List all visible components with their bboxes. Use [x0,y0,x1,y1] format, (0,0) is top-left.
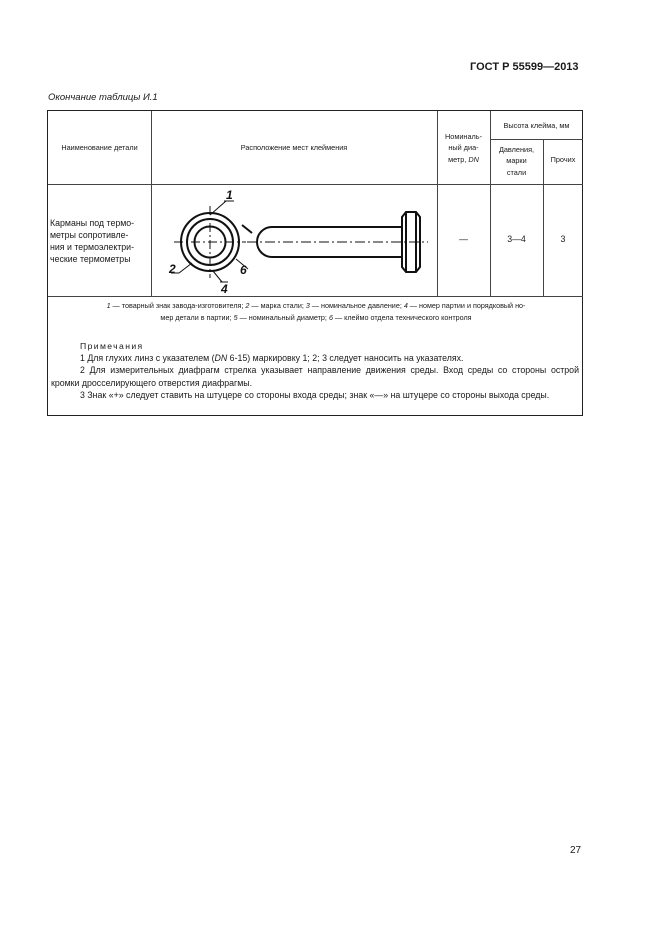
header-other: Прочих [550,155,576,164]
table-caption: Окончание таблицы И.1 [48,92,158,103]
header-stamp-height: Высота клейма, мм [503,121,570,130]
drawing-legend: 1 — товарный знак завода-изготовителя; 2 — марка стали; 3 — номинальное давление; 4 — номер партии и порядковый но- мер детали в партии; 5 — номинальный диаметр; 6 — клеймо отдела технического контроля [106,301,526,323]
thermowell-drawing [152,185,437,296]
header-nominal-diameter: Номиналь- ный диа- метр, DN [445,132,482,164]
label-4: 4 [221,282,228,296]
header-pressure-steel: Давления, марки стали [498,145,535,177]
note-3: 3 Знак «+» следует ставить на штуцере со стороны входа среды; знак «—» на штуцере со стороны выхода среды. [80,389,550,400]
nominal-diameter-value: — [459,234,468,244]
table-notes [51,340,579,401]
pressure-stamp-height: 3—4 [507,234,526,244]
page-number: 27 [570,845,582,856]
label-1: 1 [226,188,233,202]
header-part-name: Наименование детали [61,143,138,152]
part-name-cell: Карманы под термо- метры сопротивле- ния и термоэлектри- ческие термометры [50,218,135,264]
standard-number: ГОСТ Р 55599—2013 [470,61,579,73]
label-2: 2 [169,262,176,276]
note-2: 2 Для измерительных диафрагм стрелка указывает направление движения среды. Вход среды со стороны острой кромки дросселирующего отверстия диафрагмы. [51,365,579,388]
note-1: 1 Для глухих линз с указателем (DN 6-15) маркировку 1; 2; 3 следует наносить на указателях. [80,353,464,364]
header-marking-location: Расположение мест клеймения [240,143,348,152]
marking-table [47,110,583,416]
label-6: 6 [240,263,247,277]
other-stamp-height: 3 [560,234,566,244]
notes-title: Примечания [80,341,144,351]
